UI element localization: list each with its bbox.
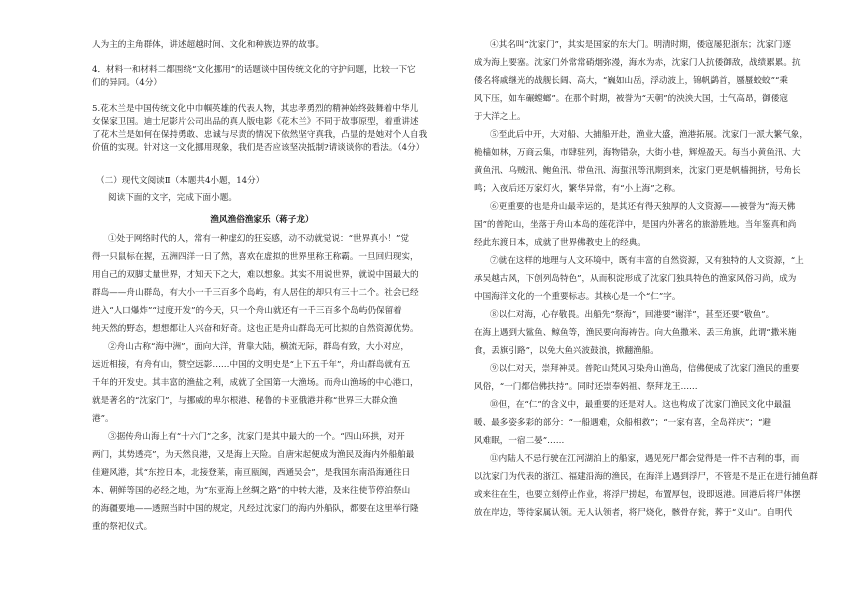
right-text-line: 在海上遇到大鲨鱼、鲸鱼等，渔民要向海祷告。向大鱼撒米、丢三角旗，此谓“撒米施: [474, 328, 797, 338]
right-text-line: ⑥更重要的也是舟山最幸运的，是其还有得天独厚的人文资源——被誉为“海天佛: [490, 202, 796, 212]
right-text-line: ⑤至此后中开，大对船、大捕船开赴，渔业大盛，渔港拓展。沈家门一派大繁气象，: [490, 130, 808, 140]
right-text-line: 或来往在生，也要立刻停止作业，将浮尸捞起，布置厚包，设即返港。回港后将尸体摆: [474, 490, 801, 500]
right-text-line: 中国海洋文化的一个重要标志。其核心是一个“仁”字。: [474, 292, 681, 302]
right-text-line: 桅樯如林，万商云集，市肆驻列，海物错杂，大街小巷，辉煌盈天。每当小黄鱼汛、大: [474, 148, 801, 158]
left-text-line: 用自己的双脚丈量世界，才知天下之大，难以想象。其实不用说世界，就说中国最大的: [92, 270, 419, 280]
right-text-line: 风难眠，一宿二晏”……: [474, 436, 565, 446]
left-text-line: 们的异同。（4分）: [92, 78, 162, 88]
right-text-line: 鸣；入夜后还万家灯火，繁华异常，有“小上海”之称。: [474, 184, 681, 194]
left-text-line: 两门，其势透亮”，为天然良港，又是海上天险。自唐宋起便成为渔民及海内外船舶最: [92, 450, 415, 460]
right-text-line: 国”的普陀山，坐落于舟山本岛的莲花洋中，是国内外著名的旅游胜地。当年鉴真和尚: [474, 220, 797, 230]
left-text-line: 价值的实现。针对这一文化挪用现象，我们是否应该坚决抵制?请谈谈你的看法。（4分）: [92, 143, 425, 153]
right-text-line: 暖、最多姿多彩的部分：“一船遇难，众船相救”；“一家有喜，全岛祥庆”；“避: [474, 418, 771, 428]
right-text-line: 以沈家门为代表的浙江、福建沿海的渔民，在海洋上遇到浮尸，不管是不是正在进行捕鱼群: [474, 472, 818, 482]
left-text-line: 4．材料一和材料二都围绕“文化挪用”的话题谈中国传统文化的守护问题，比较一下它: [92, 65, 416, 75]
left-text-line: 阅读下面的文字，完成下面小题。: [108, 193, 237, 203]
right-text-line: 承吴越古风，下创列岛特色”，从而积淀形成了沈家门独具特色的渔家风俗习尚，成为: [474, 274, 797, 284]
right-text-line: 成为海上要塞。沈家门外常常硝烟弥漫，海水为赤，沈家门人抗倭御敌，战绩累累。抗: [474, 58, 801, 68]
left-text-line: 的海疆要地——透照当时中国的规定，凡经过沈家门的海内外船队，都要在这里举行隆: [92, 504, 419, 514]
right-text-line: ⑧以仁对海，心存敬畏。出船先“祭海”，回港要“谢洋”，甚至还要“敬鱼”。: [490, 310, 775, 320]
left-text-line: 了花木兰是如何在保持勇敢、忠诚与尽责的情况下依然坚守真我，凸显的是她对个人自我: [92, 130, 428, 140]
right-text-line: 放在岸边，等待家属认领。无人认领者，将尸烧化，骸骨存瓮，葬于“义山”。自明代: [474, 508, 793, 518]
left-text-line: 纯天然的野态，想想都让人兴奋和好奇。这也正是舟山群岛无可比拟的自然资源优势。: [92, 324, 419, 334]
right-text-line: 风下压，如车碾螳螂”。在那个时期，被誉为“天朝”的泱泱大国，士气高昂，御倭寇: [474, 94, 788, 104]
left-text-line: 就是著名的“沈家门”，与挪威的卑尔根港、秘鲁的卡亚俄港并称“世界三大群众渔: [92, 396, 398, 406]
right-text-line: ⑦就在这样的地理与人文环境中，既有丰富的自然资源，又有独特的人文资源，“上: [490, 256, 804, 266]
right-text-line: ⑨以仁对天，崇拜神灵。普陀山梵风习染舟山渔岛，信佛便成了沈家门渔民的重要: [490, 364, 800, 374]
left-text-line: 女保家卫国。迪士尼影片公司出品的真人版电影《花木兰》不同于故事原型，着重讲述: [92, 117, 419, 127]
left-text-line: （二）现代文阅读Ⅱ（本题共4小题，14分）: [96, 176, 265, 186]
left-text-line: 进入“人口爆炸”“过度开发”的今天，只一个舟山就还有一千三百多个岛屿仍保留着: [92, 306, 402, 316]
right-text-line: ④其名叫“沈家门”，其实是国家的东大门。明清时期，倭寇屡犯浙东；沈家门逐: [490, 40, 791, 50]
left-text-line: 渔风渔俗渔家乐（蒋子龙）: [210, 215, 314, 225]
right-text-line: ⑪内陆人不忌行驶在江河湖泊上的船家，遇见死尸都会觉得是一件不吉利的事，而: [490, 454, 800, 464]
left-text-line: 人为主的主角群体，讲述超越时间、文化和种族边界的故事。: [92, 40, 325, 50]
right-text-line: ⑩但，在“仁”的含义中，最重要的还是对人。这也构成了沈家门渔民文化中最温: [490, 400, 791, 410]
left-text-line: ②舟山古称“海中洲”，面向大洋，背靠大陆，横流无际，群岛有致，大小对应，: [108, 342, 409, 352]
left-text-line: ③据传舟山海上有“十六门”之多，沈家门是其中最大的一个。“四山环拱，对开: [108, 432, 405, 442]
left-text-line: 千年的开发史。其丰富的渔盐之利，成就了全国第一大渔场。而舟山渔场的中心港口，: [92, 378, 419, 388]
left-text-line: 得一只鼠标在握，五洲四洋一日了然，喜欢在虚拟的世界里称王称霸。一旦回归现实，: [92, 252, 419, 262]
right-text-line: 于大洋之上。: [474, 112, 526, 122]
left-text-line: 群岛——舟山群岛，有大小一千三百多个岛屿，有人居住的却只有三十二个。社会已经: [92, 288, 419, 298]
right-text-line: 黄鱼汛、乌贼汛、鲍鱼汛、带鱼汛、海蜇汛等汛期到来，沈家门更是帆樯拥挤，号角长: [474, 166, 801, 176]
left-text-line: 港”。: [92, 414, 114, 424]
left-text-line: ①处于网络时代的人，常有一种虚幻的狂妄感，动不动就觉说：“世界真小！”觉: [108, 234, 409, 244]
left-text-line: 本、朝鲜等国的必经之地，为“东亚海上丝绸之路”的中转大港，及来往使节停泊祭山: [92, 486, 411, 496]
left-text-line: 佳避风港，其“东控日本，北接登莱，南亘瓯闽，西通吴会”，是我国东南沿海通往日: [92, 468, 411, 478]
left-text-line: 远近相接，有舟有山，赞空远影……中国的文明史是“上下五千年”，舟山群岛就有五: [92, 360, 411, 370]
left-text-line: 重的祭祀仪式。: [92, 522, 153, 532]
left-text-line: 5.花木兰是中国传统文化中巾帼英雄的代表人物，其忠孝勇烈的精神始终鼓舞着中华儿: [92, 104, 419, 114]
right-text-line: 食，丢旗引路”，以免大鱼兴波鼓浪，掀翻渔船。: [474, 346, 659, 356]
right-text-line: 风俗，“一门都信佛扶持”。同时还崇奉妈祖、祭拜龙王……: [474, 382, 698, 392]
right-text-line: 经此东渡日本，成就了世界佛教史上的经典。: [474, 238, 646, 248]
right-text-line: 倭名将戚继光的战舰长阔、高大，“巍如山岳，浮动波上，锦帆鹢首，蜃蜃蛟蛟”“乘: [474, 76, 788, 86]
